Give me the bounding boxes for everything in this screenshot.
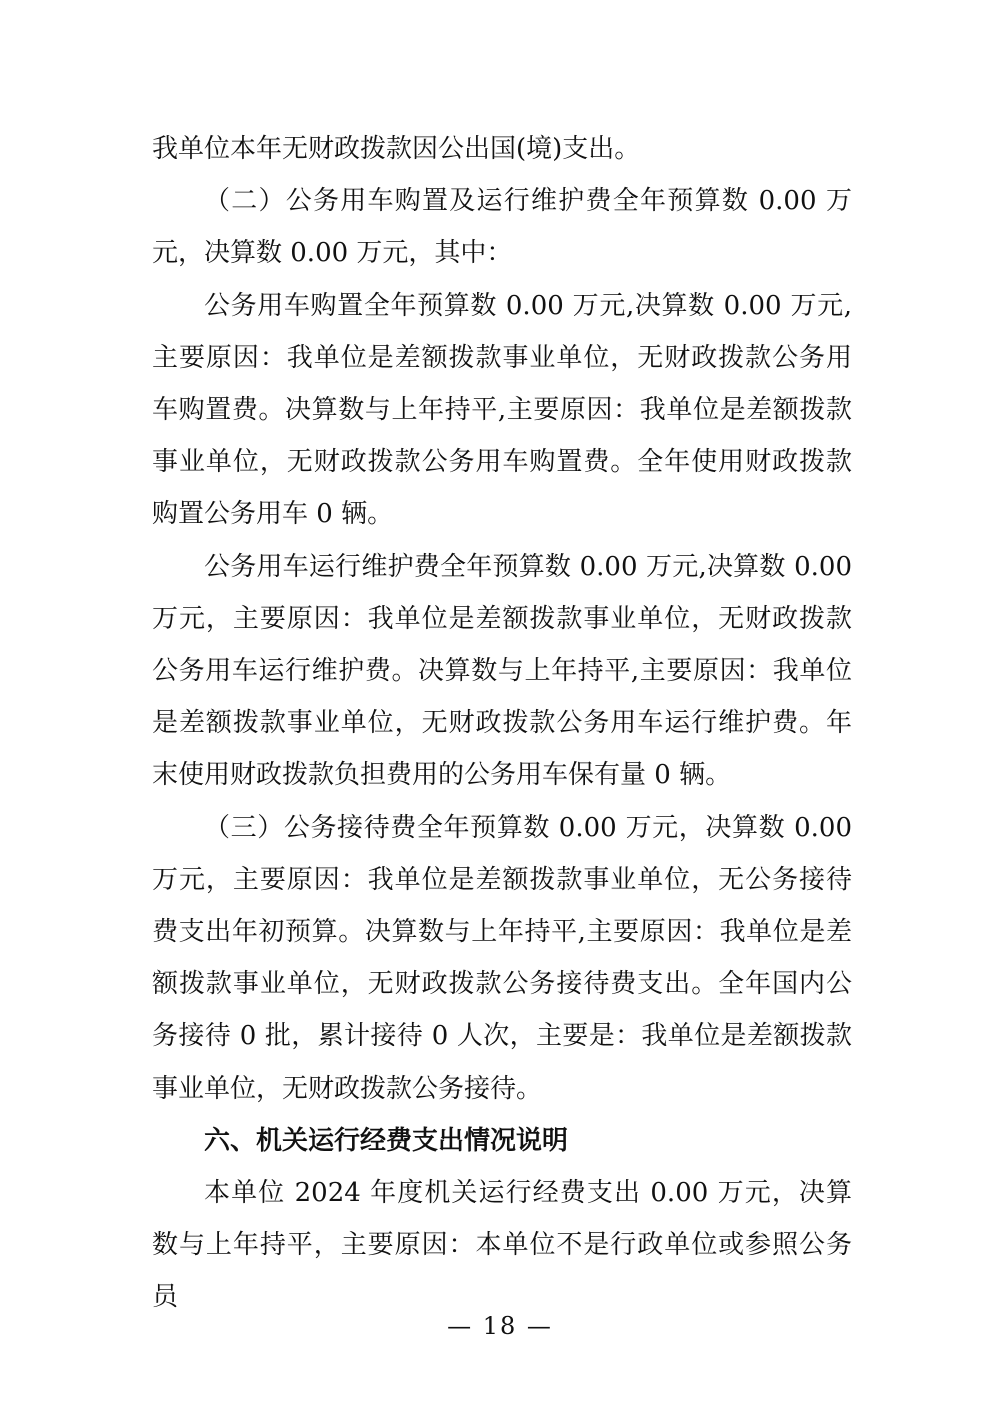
page-number: — 18 — — [447, 1312, 553, 1340]
section-heading: 六、机关运行经费支出情况说明 — [204, 1125, 569, 1156]
paragraph-reception: （三）公务接待费全年预算数 0.00 万元，决算数 0.00 万元，主要原因：我单位是差额拨款事业单位，无公务接待费支出年初预算。决算数与上年持平,主要原因：我单位是差额拨款事业单位，无财政拨款公务接待费支出。全年国内公务接待 0 批，累计接待 0 人次，主要是：我单位是差额拨款事业单位，无财政拨款公务接待。 — [152, 812, 852, 1104]
document-body — [152, 123, 852, 1324]
paragraph-vehicle-maintenance: 公务用车运行维护费全年预算数 0.00 万元,决算数 0.00 万元，主要原因：我单位是差额拨款事业单位，无财政拨款公务用车运行维护费。决算数与上年持平,主要原因：我单位是差额拨款事业单位，无财政拨款公务用车运行维护费。年末使用财政拨款负担费用的公务用车保有量 0 辆。 — [152, 551, 852, 791]
paragraph-operating-expense: 本单位 2024 年度机关运行经费支出 0.00 万元，决算数与上年持平，主要原因：本单位不是行政单位或参照公务员 — [152, 1178, 852, 1313]
paragraph-vehicle-purchase: 公务用车购置全年预算数 0.00 万元,决算数 0.00 万元,主要原因：我单位是差额拨款事业单位，无财政拨款公务用车购置费。决算数与上年持平,主要原因：我单位是差额拨款事业单位，无财政拨款公务用车购置费。全年使用财政拨款购置公务用车 0 辆。 — [152, 290, 852, 530]
paragraph-vehicle-summary: （二）公务用车购置及运行维护费全年预算数 0.00 万元，决算数 0.00 万元，其中： — [152, 186, 852, 269]
paragraph-outbound-travel: 我单位本年无财政拨款因公出国(境)支出。 — [152, 134, 641, 164]
